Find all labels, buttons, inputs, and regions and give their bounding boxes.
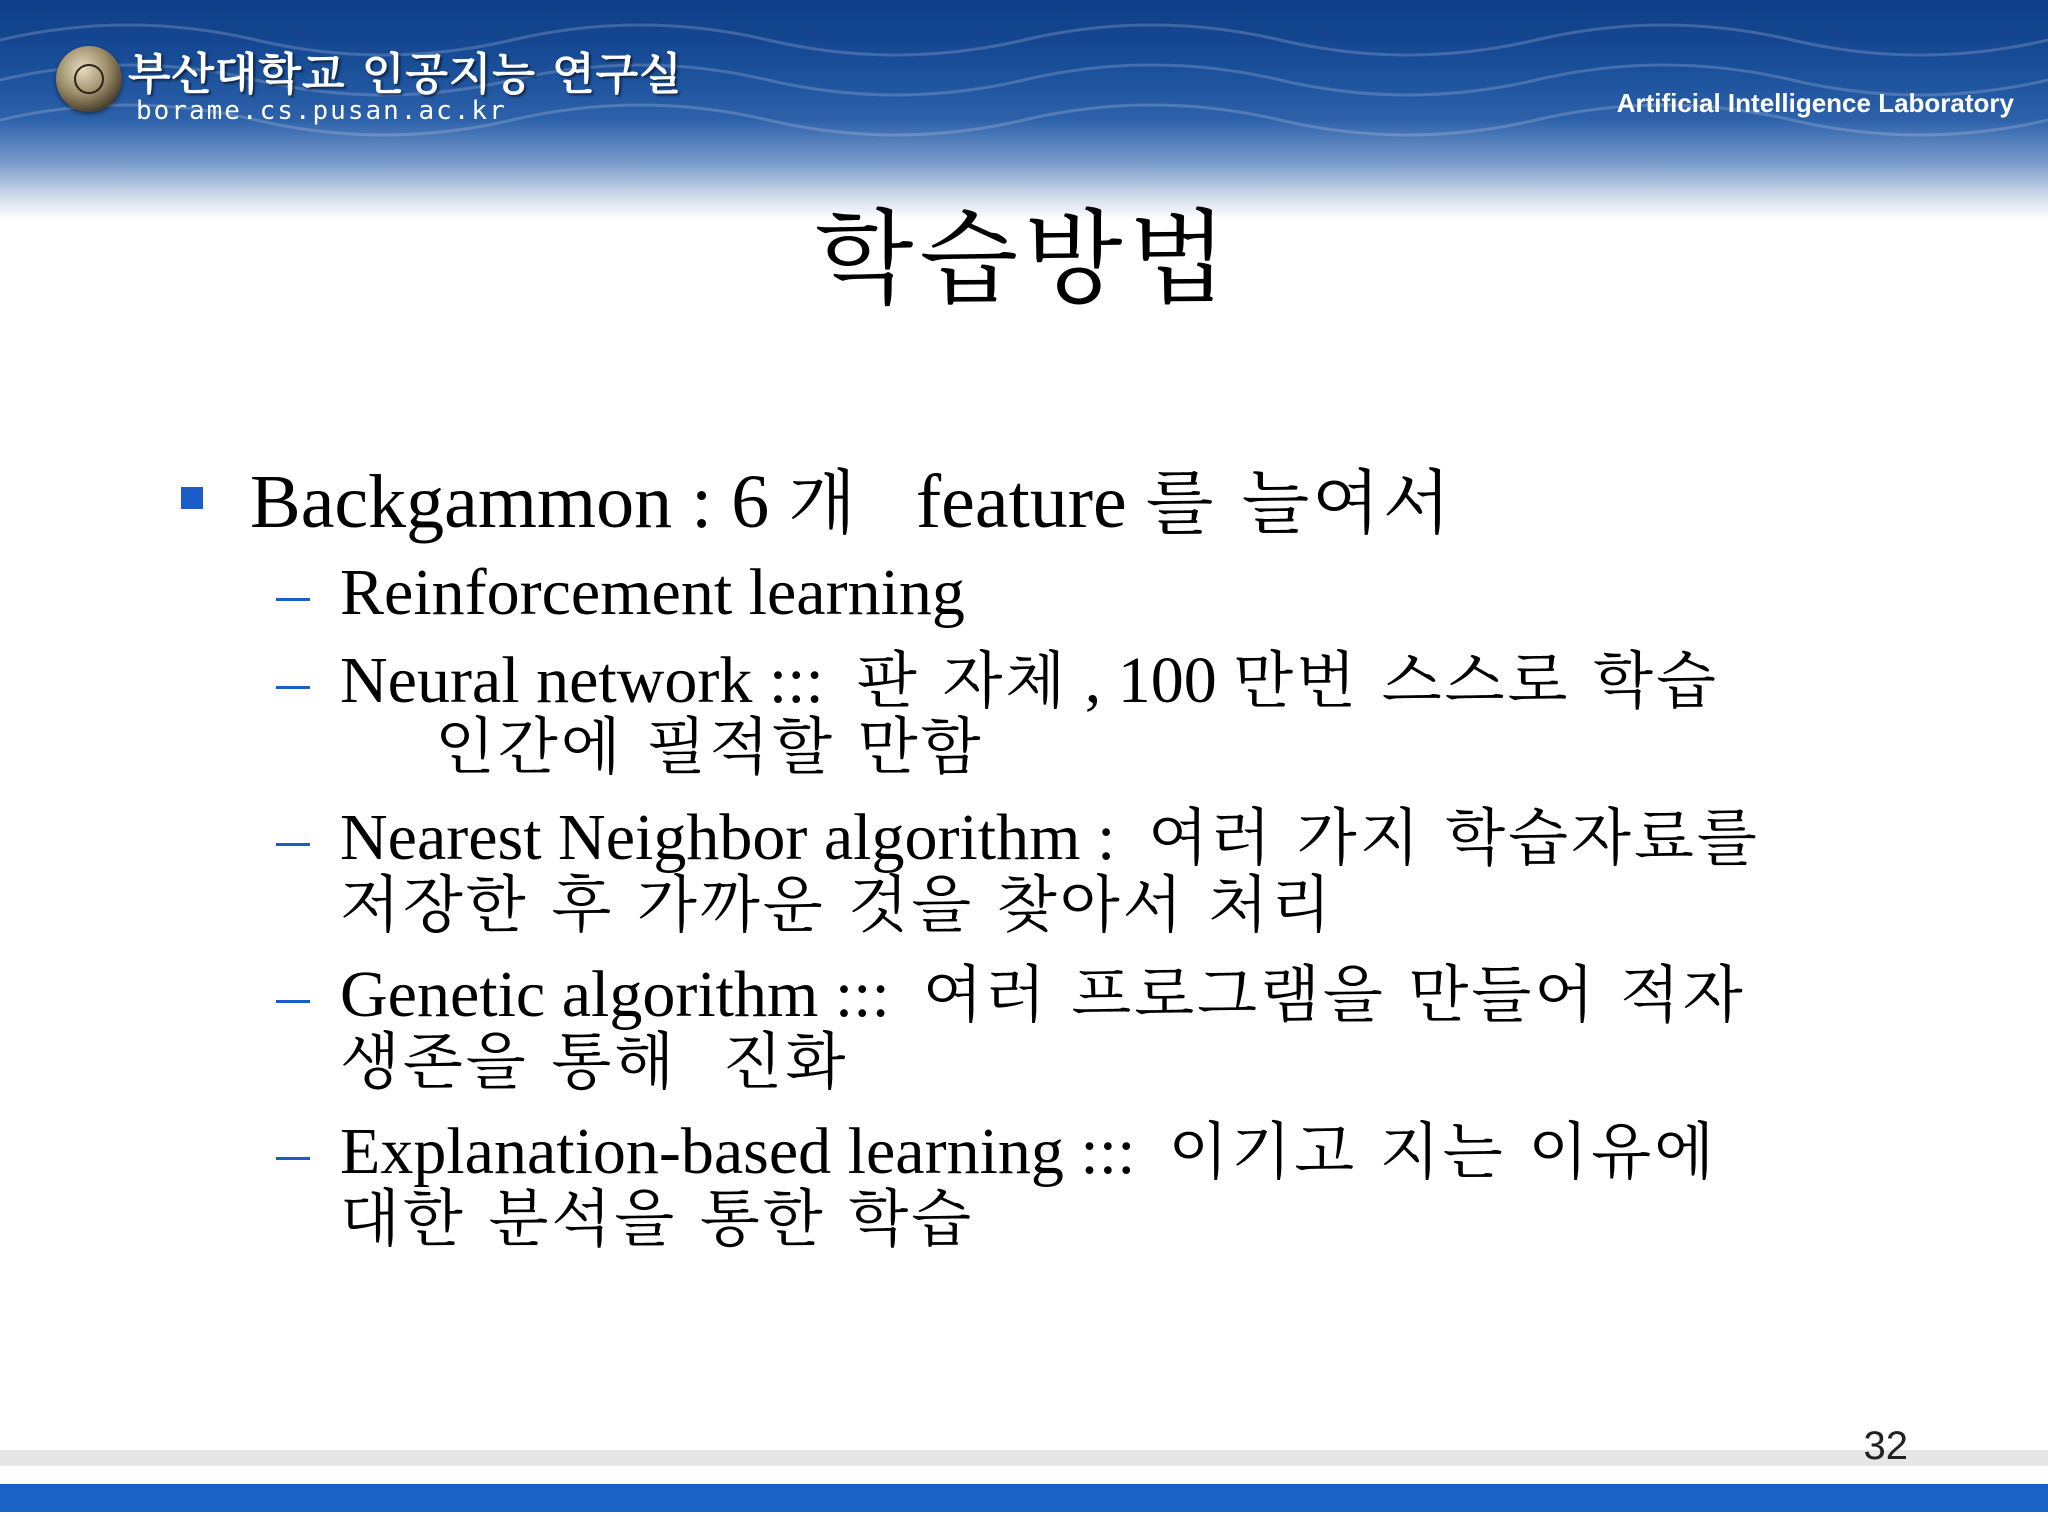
- sub-item-5-cont: 대한 분석을 통한 학습: [340, 1182, 975, 1255]
- university-name: 부산대학교 인공지능 연구실: [128, 49, 683, 100]
- lab-name: Artificial Intelligence Laboratory: [1616, 88, 2014, 118]
- header-banner: [0, 0, 2048, 220]
- bullet-main-ko-unit: 개: [788, 462, 859, 544]
- footer-stripe-blue: [0, 1484, 2048, 1512]
- sub-item-4-en: Genetic algorithm :::: [340, 958, 890, 1031]
- sub-item-2-ko-tail: 만번 스스로 학습: [1233, 644, 1719, 717]
- sub-item-4-ko: 여러 프로그램을 만들어 적자: [922, 958, 1746, 1031]
- sub-item-1-en: Reinforcement learning: [340, 556, 965, 629]
- sub-item-2: [340, 646, 1719, 716]
- sub-item-5-en: Explanation-based learning :::: [340, 1115, 1136, 1188]
- dash-icon: [276, 1157, 310, 1160]
- sub-item-2-en-mid: , 100: [1084, 644, 1217, 717]
- slide-title: 학습방법: [814, 200, 1234, 319]
- university-seal-icon: [56, 46, 122, 112]
- footer-edge: [0, 1512, 2048, 1536]
- dash-icon: [276, 686, 310, 689]
- bullet-main-en: Backgammon : 6: [250, 460, 789, 544]
- sub-item-2-en: Neural network :::: [340, 644, 824, 717]
- bullet-main-ko: 를 늘여서: [1145, 462, 1454, 544]
- sub-item-3-cont: 저장한 후 가까운 것을 찾아서 처리: [340, 868, 1335, 941]
- sub-item-4-cont: 생존을 통해 진화: [340, 1025, 849, 1098]
- sub-item-3-ko: 여러 가지 학습자료를: [1148, 801, 1760, 874]
- dash-icon: [276, 843, 310, 846]
- sub-item-3: [340, 803, 1760, 873]
- bullet-square-icon: [181, 487, 203, 509]
- page-number: 32: [1863, 1424, 1908, 1468]
- bullet-main-feature: feature: [915, 460, 1146, 544]
- bullet-main: [250, 462, 1454, 543]
- footer-stripe-light: [0, 1450, 2048, 1466]
- sub-item-2-cont: 인간에 필적할 만함: [435, 710, 984, 783]
- sub-item-3-en: Nearest Neighbor algorithm :: [340, 801, 1116, 874]
- sub-item-4: [340, 960, 1746, 1030]
- dash-icon: [276, 598, 310, 601]
- university-url: borame.cs.pusan.ac.kr: [136, 96, 507, 126]
- sub-item-1: [340, 558, 965, 628]
- sub-item-5: [340, 1117, 1717, 1187]
- dash-icon: [276, 1000, 310, 1003]
- sub-item-5-ko: 이기고 지는 이유에: [1168, 1115, 1717, 1188]
- sub-item-2-ko: 판 자체: [856, 644, 1069, 717]
